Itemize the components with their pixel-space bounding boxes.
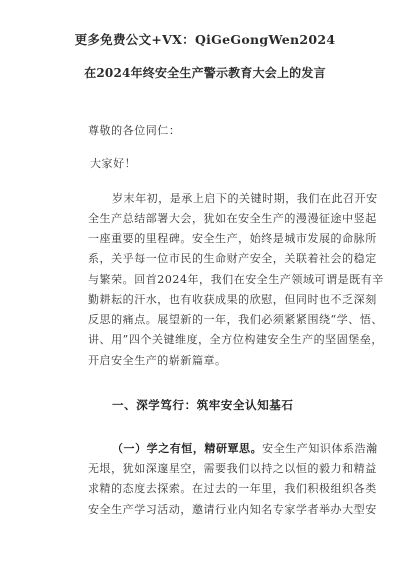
paragraph-line: 求精的态度去探索。在过去的一年里，我们积极组织各类 (88, 482, 377, 495)
document-title: 在2024年终安全生产警示教育大会上的发言 (84, 66, 326, 80)
promo-header: 更多免费公文+VX：QiGeGongWen2024 (74, 32, 336, 47)
subsection-first-line (112, 440, 378, 456)
paragraph-line: 讲、用”四个关键维度，全方位构建安全生产的坚固堡垒， (88, 333, 383, 346)
paragraph-line: 安全生产学习活动，邀请行业内知名专家学者举办大型安 (88, 503, 377, 516)
paragraph-line: 一座重要的里程碑。安全生产，始终是城市发展的命脉所 (88, 232, 377, 245)
paragraph-line: 勤耕耘的汗水，也有收获成果的欣慰，但同时也不乏深刻 (88, 293, 377, 306)
greeting: 大家好！ (90, 157, 137, 170)
paragraph-line: 与繁荣。回首2024年，我们在安全生产领域可谓是既有辛 (88, 273, 384, 286)
paragraph-line: 无垠，犹如深邃星空，需要我们以持之以恒的毅力和精益 (88, 462, 377, 475)
paragraph-line: 开启安全生产的崭新篇章。 (88, 354, 227, 367)
paragraph-line: 系，关乎每一位市民的生命财产安全，关联着社会的稳定 (88, 252, 377, 265)
salutation: 尊敬的各位同仁： (88, 124, 181, 137)
paragraph-line: 岁末年初，是承上启下的关键时期，我们在此召开安 (112, 192, 378, 205)
subsection-text: 安全生产知识体系浩瀚 (262, 442, 378, 455)
paragraph-line: 全生产总结部署大会，犹如在安全生产的漫漫征途中竖起 (88, 212, 377, 225)
subsection-lead: （一）学之有恒，精研覃思。 (112, 442, 263, 455)
paragraph-line: 反思的痛点。展望新的一年，我们必须紧紧围绕“学、悟、 (88, 313, 383, 326)
section-heading: 一、深学笃行：筑牢安全认知基石 (112, 398, 294, 412)
